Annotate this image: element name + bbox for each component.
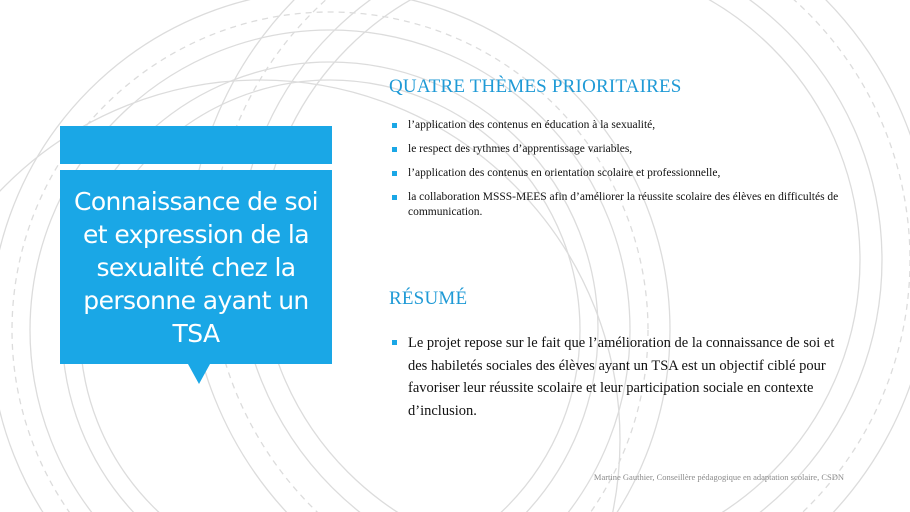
list-item-text: Le projet repose sur le fait que l’amélioration de la connaissance de soi et des habiletés sociales des élèves ayant un TSA est un objectif ciblé pour favoriser leur réussite scolaire et leur participation sociale en contexte d’inclusion. bbox=[408, 335, 835, 419]
resume-list bbox=[392, 332, 842, 422]
list-item bbox=[392, 332, 842, 422]
list-item bbox=[392, 142, 842, 157]
title-accent-bar bbox=[60, 126, 332, 164]
square-bullet-icon bbox=[392, 171, 397, 176]
slide-title: Connaissance de soi et expression de la sexualité chez la personne ayant un TSA bbox=[73, 186, 319, 348]
square-bullet-icon bbox=[392, 195, 397, 200]
square-bullet-icon bbox=[392, 340, 397, 345]
square-bullet-icon bbox=[392, 147, 397, 152]
square-bullet-icon bbox=[392, 123, 397, 128]
list-item-text: l’application des contenus en éducation à la sexualité, bbox=[408, 119, 656, 131]
list-item-text: le respect des rythmes d’apprentissage variables, bbox=[408, 143, 633, 155]
title-pointer bbox=[188, 364, 210, 384]
list-item bbox=[392, 118, 842, 133]
resume-heading: RÉSUMÉ bbox=[389, 288, 468, 309]
list-item-text: l’application des contenus en orientation scolaire et professionnelle, bbox=[408, 167, 721, 179]
footer-credit: Martine Gauthier, Conseillère pédagogique en adaptation scolaire, CSDN bbox=[593, 472, 844, 482]
title-box bbox=[60, 170, 332, 364]
list-item bbox=[392, 190, 842, 220]
list-item-text: la collaboration MSSS-MEES afin d’améliorer la réussite scolaire des élèves en difficultés de communication. bbox=[408, 191, 839, 218]
themes-heading: QUATRE THÈMES PRIORITAIRES bbox=[389, 76, 682, 97]
list-item bbox=[392, 166, 842, 181]
themes-list bbox=[392, 118, 842, 229]
